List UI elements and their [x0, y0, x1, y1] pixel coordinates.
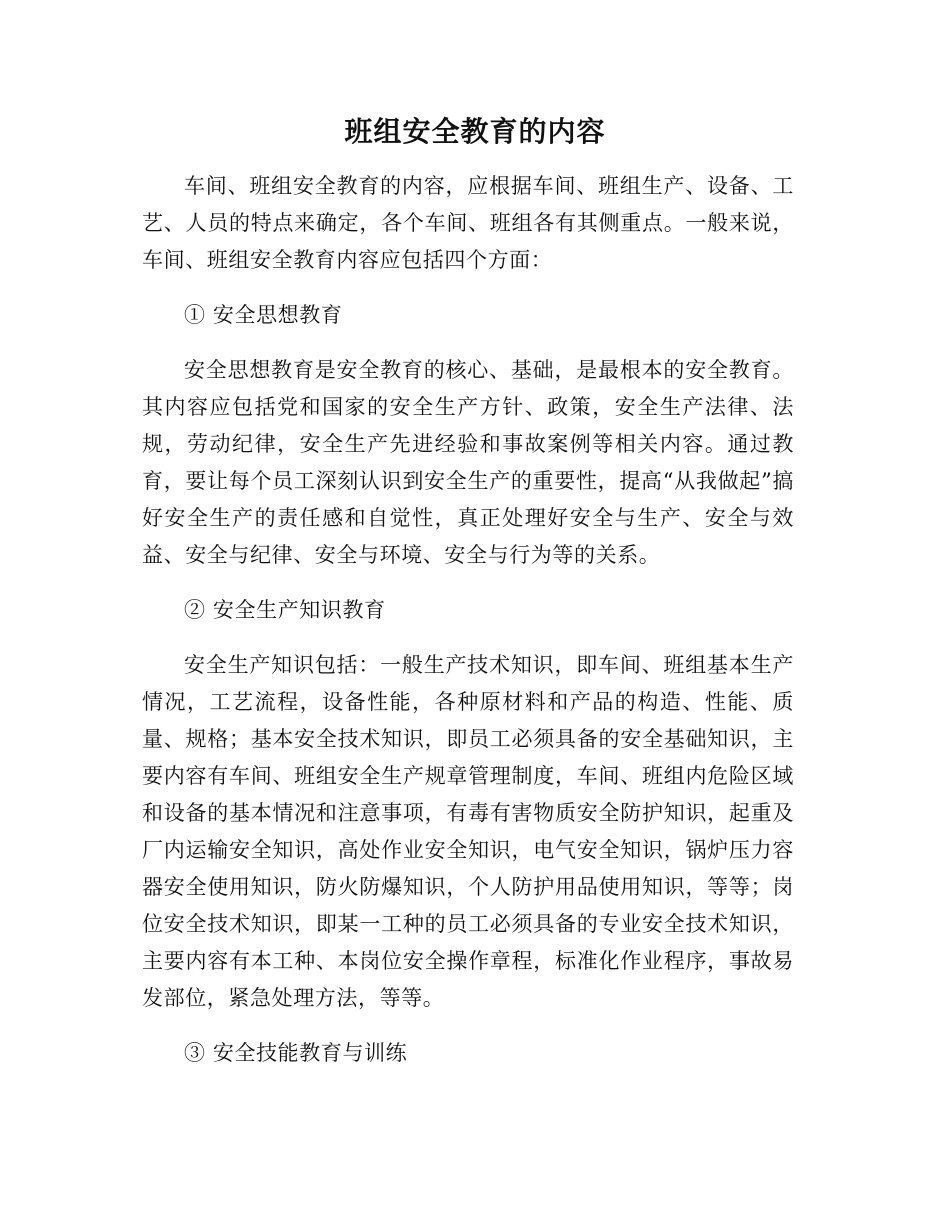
document-body: [142, 168, 794, 1090]
section-heading-safety-thought: ① 安全思想教育: [184, 303, 343, 327]
section-heading-safety-knowledge: ② 安全生产知识教育: [184, 598, 386, 622]
document-title: 班组安全教育的内容: [344, 115, 606, 148]
safety-thought-paragraph: 安全思想教育是安全教育的核心、基础，是最根本的安全教育。其内容应包括党和国家的安全生产方针、政策，安全生产法律、法规，劳动纪律，安全生产先进经验和事故案例等相关内容。通过教育，要让每个员工深刻认识到安全生产的重要性，提高“从我做起”搞好安全生产的责任感和自觉性，真正处理好安全与生产、安全与效益、安全与纪律、安全与环境、安全与行为等的关系。: [142, 358, 794, 567]
safety-knowledge-paragraph: 安全生产知识包括：一般生产技术知识，即车间、班组基本生产情况，工艺流程，设备性能，各种原材料和产品的构造、性能、质量、规格；基本安全技术知识，即员工必须具备的安全基础知识，主要内容有车间、班组安全生产规章管理制度，车间、班组内危险区域和设备的基本情况和注意事项，有毒有害物质安全防护知识，起重及厂内运输安全知识，高处作业安全知识，电气安全知识，锅炉压力容器安全使用知识，防火防爆知识，个人防护用品使用知识，等等；岗位安全技术知识，即某一工种的员工必须具备的专业安全技术知识，主要内容有本工种、本岗位安全操作章程，标准化作业程序，事故易发部位，紧急处理方法，等等。: [142, 653, 794, 1010]
intro-paragraph: 车间、班组安全教育的内容，应根据车间、班组生产、设备、工艺、人员的特点来确定，各个车间、班组各有其侧重点。一般来说，车间、班组安全教育内容应包括四个方面：: [142, 174, 794, 272]
section-heading-safety-skills: ③ 安全技能教育与训练: [184, 1041, 408, 1065]
